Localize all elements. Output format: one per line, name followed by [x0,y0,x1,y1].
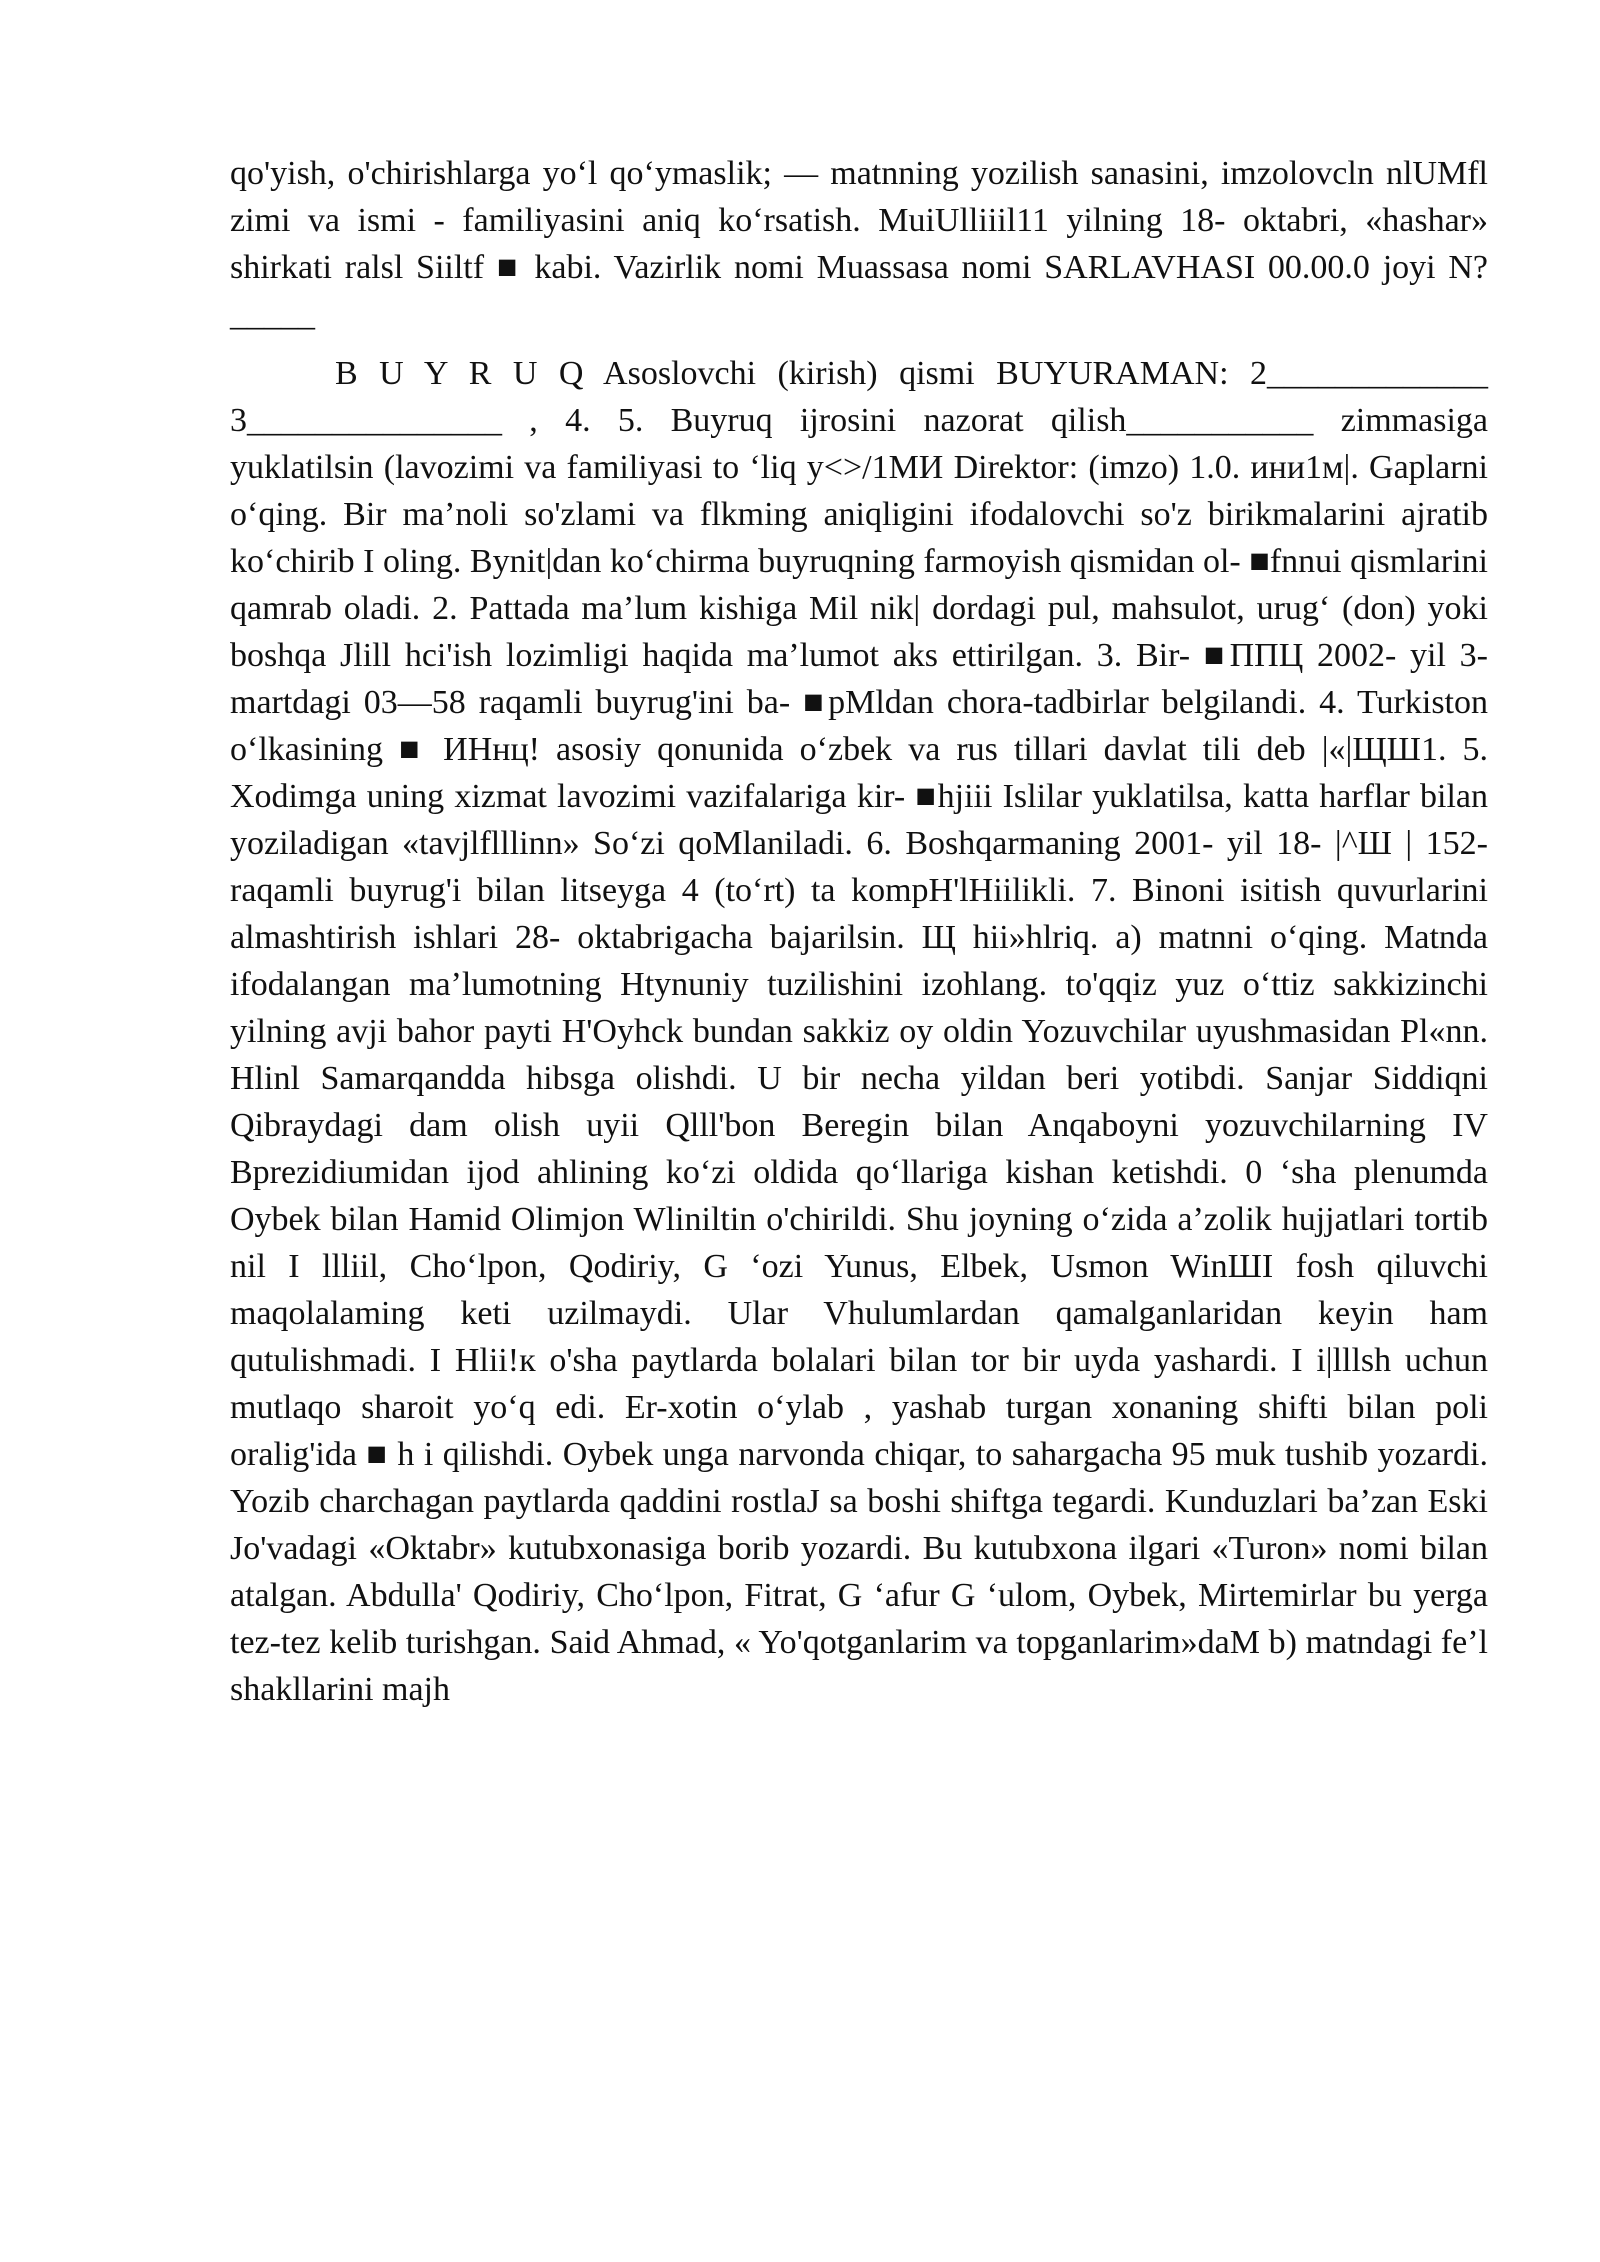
paragraph-2: B U Y R U Q Asoslovchi (kirish) qismi BUYURAMAN: 2_____________ 3_______________ , 4. 5. Buyruq ijrosini nazorat qilish___________ zimmasiga yuklatilsin (lavozimi va familiyasi to ‘liq y<>/1МИ Direktor: (imzo) 1.0. ини1м|. Gaplarni o‘qing. Bir ma’noli so'zlami va flkming aniqligini ifodalovchi so'z birikmalarini ajratib ko‘chirib I oling. Bynit|dan ko‘chirma buyruqning farmoyish qismidan ol- ■fnnui qismlarini qamrab oladi. 2. Pattada ma’lum kishiga Mil nik| dordagi pul, mahsulot, urug‘ (don) yoki boshqa Jlill hci'ish lozimligi haqida ma’lumot aks ettirilgan. 3. Bir- ■ППЦ 2002- yil 3- martdagi 03—58 raqamli buyrug'ini ba- ■pMldan chora-tadbirlar belgilandi. 4. Turkiston o‘lkasining ■ ИНнц! asosiy qonunida o‘zbek va rus tillari davlat tili deb |«|ЩШ1. 5. Xodimga uning xizmat lavozimi vazifalariga kir- ■hjiii Islilar yuklatilsa, katta harflar bilan yoziladigan «tavjlflllinn» So‘zi qoMlaniladi. 6. Boshqarmaning 2001- yil 18- |^Ш | 152- raqamli buyrug'i bilan litseyga 4 (to‘rt) ta kompH'lHiilikli. 7. Binoni isitish quvurlarini almashtirish ishlari 28- oktabrigacha bajarilsin. Щ hii»hlriq. a) matnni o‘qing. Matnda ifodalangan ma’lumotning Htynuniy tuzilishini izohlang. to'qqiz yuz o‘ttiz sakkizinchi yilning avji bahor payti H'Oyhck bundan sakkiz oy oldin Yozuvchilar uyushmasidan Pl«nn. Hlinl Samarqandda hibsga olishdi. U bir necha yildan beri yotibdi. Sanjar Siddiqni Qibraydagi dam olish uyii Qlll'bon Beregin bilan Anqaboyni yozuvchilarning IV Bprezidiumidan ijod ahlining ko‘zi oldida qo‘llariga kishan ketishdi. 0 ‘sha plenumda Oybek bilan Hamid Olimjon Wliniltin o'chirildi. Shu joyning o‘zida a’zolik hujjatlari tortib nil I llliil, Cho‘lpon, Qodiriy, G ‘ozi Yunus, Elbek, Usmon WinШI fosh qiluvchi maqolalaming keti uzilmaydi. Ular Vhulumlardan qamalganlaridan keyin ham qutulishmadi. I Hlii!к o'sha paytlarda bolalari bilan tor bir uyda yashardi. I i|lllsh uchun mutlaqo sharoit yo‘q edi. Er-xotin o‘ylab , yashab turgan xonaning shifti bilan poli oralig'ida ■ h i qilishdi. Oybek unga narvonda chiqar, to sahargacha 95 muk tushib yozardi. Yozib charchagan paytlarda qaddini rostlaJ sa boshi shiftga tegardi. Kunduzlari ba’zan Eski Jo'vadagi «Oktabr» kutubxonasiga borib yozardi. Bu kutubxona ilgari «Turon» nomi bilan atalgan. Abdulla' Qodiriy, Cho‘lpon, Fitrat, G ‘afur G ‘ulom, Oybek, Mirtemirlar bu yerga tez-tez kelib turishgan. Said Ahmad, « Yo'qotganlarim va topganlarim»daM b) matndagi fe’l shakllarini majh [230,355,1488,1708]
document-page [230,150,1488,1713]
paragraph-1: qo'yish, o'chirishlarga yo‘l qo‘ymaslik; — matnning yozilish sanasini, imzolovcln nlUMfl zimi va ismi - familiyasini aniq ko‘rsatish. MuiUlliiil11 yilning 18- oktabri, «hashar» shirkati ralsl Siiltf ■ kabi. Vazirlik nomi Muassasa nomi SARLAVHASI 00.00.0 joyi N?_____ [230,155,1488,333]
